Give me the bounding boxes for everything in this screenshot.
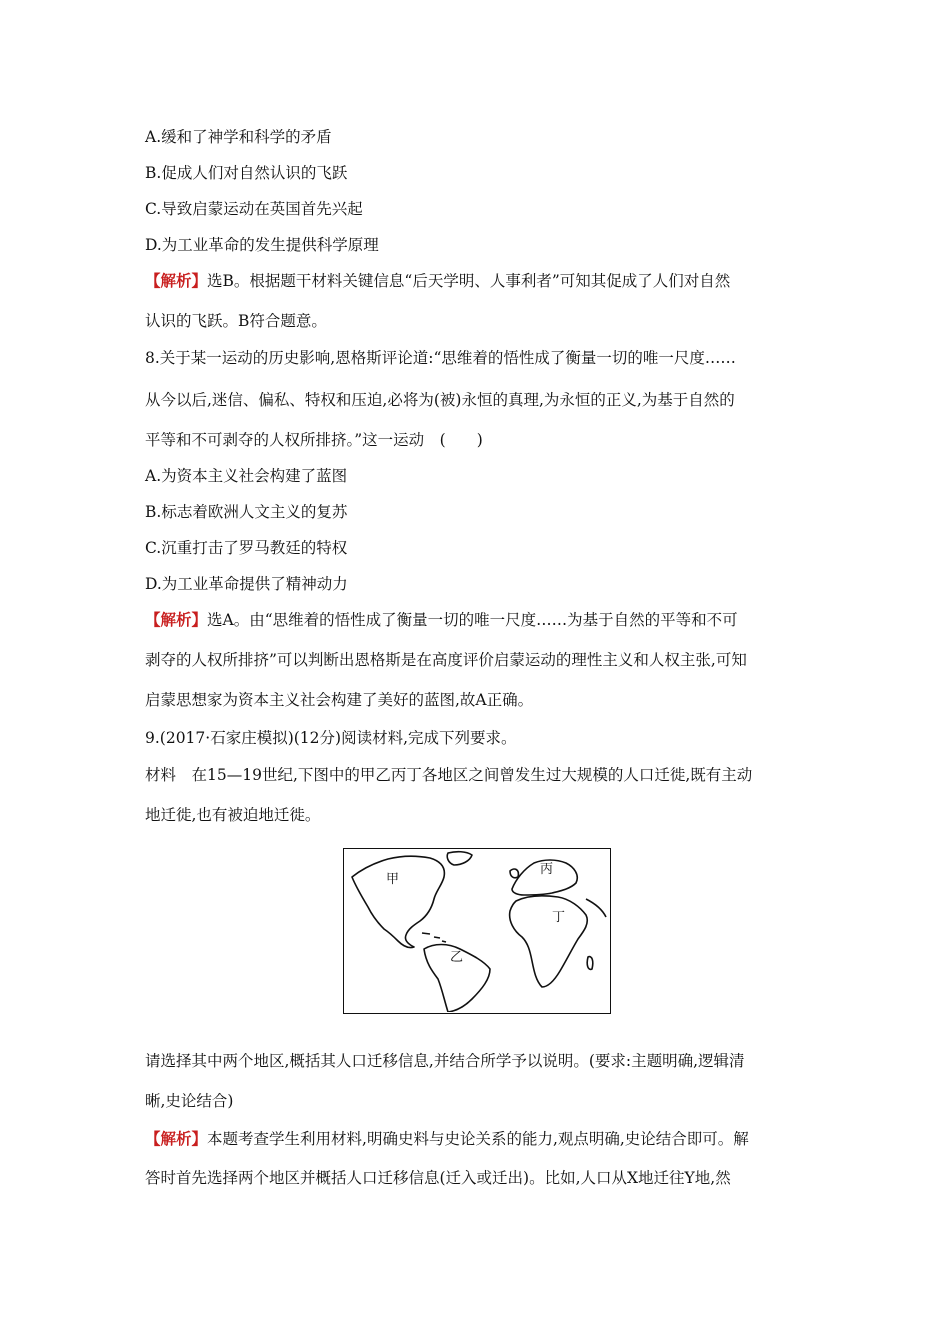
world-map-figure — [343, 848, 611, 1014]
q8-option-a: A.为资本主义社会构建了蓝图 — [145, 467, 348, 485]
british-isles-outline — [510, 869, 518, 878]
caribbean-islands — [422, 933, 446, 942]
q9-question-line-1: 请选择其中两个地区,概括其人口迁移信息,并结合所学予以说明。(要求:主题明确,逻辑清 — [145, 1052, 745, 1070]
q7-analysis-line — [145, 271, 730, 291]
map-label-ding: 丁 — [552, 910, 566, 925]
q8-analysis-text: 选A。由“思维着的悟性成了衡量一切的唯一尺度……为基于自然的平等和不可 — [207, 611, 738, 629]
analysis-tag: 【解析】 — [145, 1129, 208, 1148]
q9-analysis-line — [145, 1129, 749, 1149]
analysis-tag: 【解析】 — [145, 271, 208, 290]
q9-analysis-line-2: 答时首先选择两个地区并概括人口迁移信息(迁入或迁出)。比如,人口从X地迁往Y地,然 — [145, 1169, 731, 1187]
q8-analysis-line-3: 启蒙思想家为资本主义社会构建了美好的蓝图,故A正确。 — [145, 691, 534, 709]
q9-stem: 9.(2017·石家庄模拟)(12分)阅读材料,完成下列要求。 — [145, 729, 517, 747]
madagascar-outline — [587, 957, 593, 970]
world-map-svg — [344, 849, 609, 1012]
q8-stem-line-2: 从今以后,迷信、偏私、特权和压迫,必将为(被)永恒的真理,为永恒的正义,为基于自然的 — [145, 391, 735, 409]
q7-analysis-text: 选B。根据题干材料关键信息“后天学明、人事利者”可知其促成了人们对自然 — [207, 272, 731, 290]
africa-outline — [510, 896, 588, 987]
map-label-yi: 乙 — [450, 950, 464, 965]
q7-option-b: B.促成人们对自然认识的飞跃 — [145, 164, 348, 182]
q9-question-line-2: 晰,史论结合) — [145, 1092, 234, 1110]
q7-option-d: D.为工业革命的发生提供科学原理 — [145, 236, 379, 254]
q9-material-line-1: 材料 在15—19世纪,下图中的甲乙丙丁各地区之间曾发生过大规模的人口迁徙,既有主动 — [145, 766, 753, 784]
q8-option-c: C.沉重打击了罗马教廷的特权 — [145, 539, 348, 557]
analysis-tag: 【解析】 — [145, 610, 208, 629]
q8-option-b: B.标志着欧洲人文主义的复苏 — [145, 503, 348, 521]
north-america-outline — [352, 856, 444, 947]
q8-stem-line-3: 平等和不可剥夺的人权所排挤。”这一运动 ( ) — [145, 431, 483, 449]
q8-stem-line-1: 8.关于某一运动的历史影响,恩格斯评论道:“思维着的悟性成了衡量一切的唯一尺度…… — [145, 349, 736, 367]
arabia-edge — [586, 899, 606, 917]
q8-analysis-line-2: 剥夺的人权所排挤”可以判断出恩格斯是在高度评价启蒙运动的理性主义和人权主张,可知 — [145, 651, 747, 669]
q7-option-c: C.导致启蒙运动在英国首先兴起 — [145, 200, 363, 218]
q8-analysis-line — [145, 610, 738, 630]
greenland-outline — [447, 852, 472, 865]
q7-option-a: A.缓和了神学和科学的矛盾 — [145, 128, 332, 146]
q9-analysis-text: 本题考查学生利用材料,明确史料与史论关系的能力,观点明确,史论结合即可。解 — [207, 1130, 749, 1148]
q8-option-d: D.为工业革命提供了精神动力 — [145, 575, 348, 593]
q9-material-line-2: 地迁徙,也有被迫地迁徙。 — [145, 806, 321, 824]
q7-analysis-line-2: 认识的飞跃。B符合题意。 — [145, 312, 327, 330]
map-label-jia: 甲 — [386, 872, 400, 887]
map-label-bing: 丙 — [540, 862, 554, 877]
